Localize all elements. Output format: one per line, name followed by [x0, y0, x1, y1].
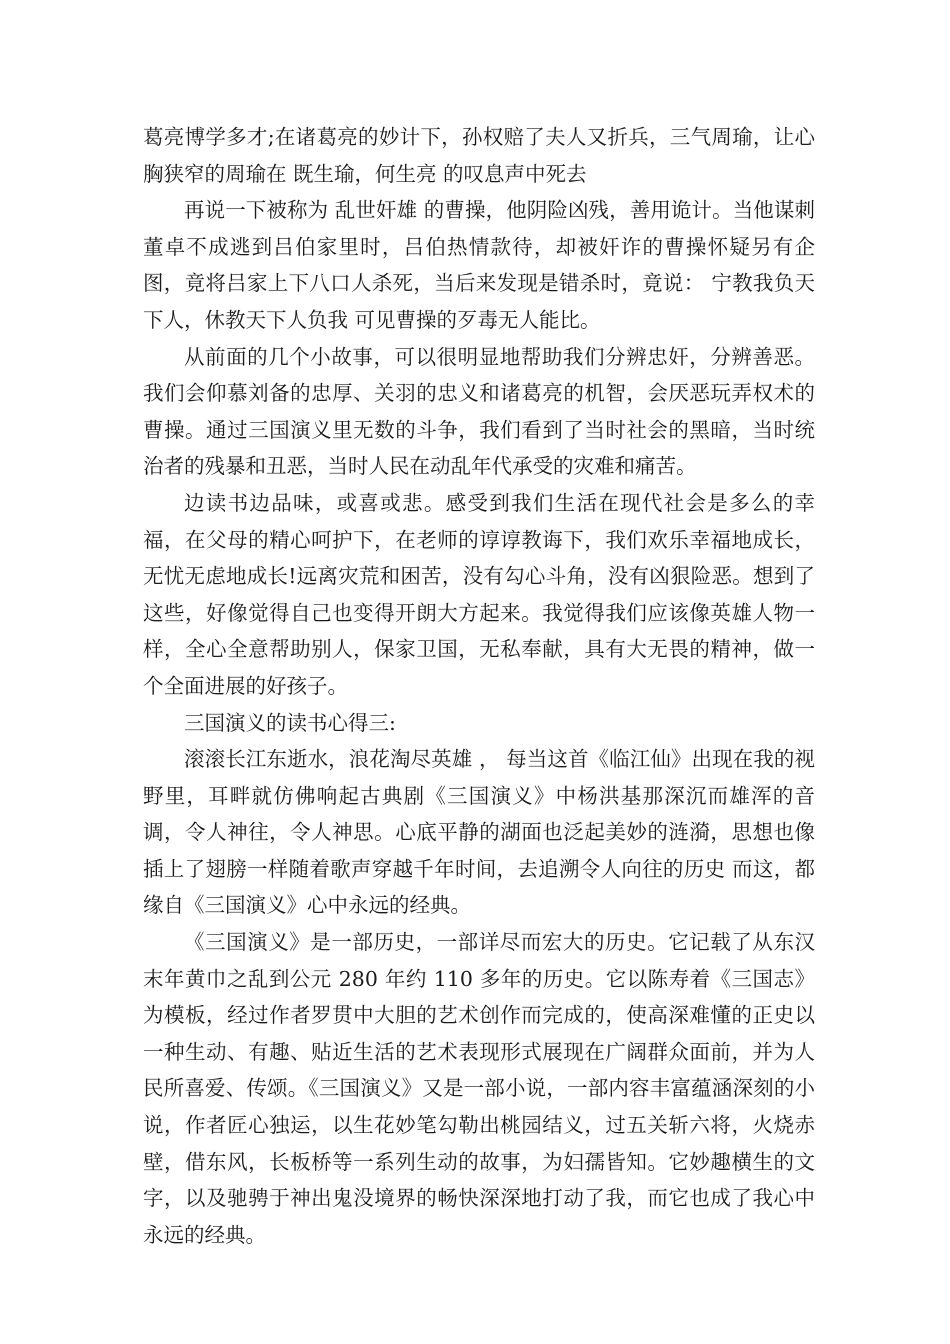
paragraph: 葛亮博学多才;在诸葛亮的妙计下，孙权赔了夫人又折兵，三气周瑜，让心胸狭窄的周瑜在 既生瑜，何生亮 的叹息声中死去	[143, 125, 815, 186]
paragraph: 从前面的几个小故事，可以很明显地帮助我们分辨忠奸，分辨善恶。我们会仰慕刘备的忠厚、关羽的忠义和诸葛亮的机智，会厌恶玩弄权术的曹操。通过三国演义里无数的斗争，我们看到了当时社会的黑暗，当时统治者的残暴和丑恶，当时人民在动乱年代承受的灾难和痛苦。	[143, 344, 815, 479]
paragraph: 《三国演义》是一部历史，一部详尽而宏大的历史。它记载了从东汉末年黄巾之乱到公元 280 年约 110 多年的历史。它以陈寿着《三国志》为模板，经过作者罗贯中大胆的艺术创作而完成的，使高深难懂的正史以一种生动、有趣、贴近生活的艺术表现形式展现在广阔群众面前，并为人民所喜爱、传颂。《三国演义》又是一部小说，一部内容丰富蕴涵深刻的小说，作者匠心独运，以生花妙笔勾勒出桃园结义，过五关斩六将，火烧赤壁，借东风，长板桥等一系列生动的故事，为妇孺皆知。它妙趣横生的文字，以及驰骋于神出鬼没境界的畅快深深地打动了我，而它也成了我心中永远的经典。	[143, 930, 815, 1247]
paragraph: 边读书边品味，或喜或悲。感受到我们生活在现代社会是多么的幸福，在父母的精心呵护下，在老师的谆谆教诲下，我们欢乐幸福地成长，无忧无虑地成长!远离灾荒和困苦，没有勾心斗角，没有凶狠险恶。想到了这些，好像觉得自己也变得开朗大方起来。我觉得我们应该像英雄人物一样，全心全意帮助别人，保家卫国，无私奉献，具有大无畏的精神，做一个全面进展的好孩子。	[143, 490, 815, 698]
paragraph: 滚滚长江东逝水，浪花淘尽英雄 ， 每当这首《临江仙》出现在我的视野里，耳畔就仿佛响起古典剧《三国演义》中杨洪基那深沉而雄浑的音调，令人神往，令人神思。心底平静的湖面也泛起美妙的涟漪，思想也像插上了翅膀一样随着歌声穿越千年时间，去追溯令人向往的历史 而这，都缘自《三国演义》心中永远的经典。	[143, 747, 815, 918]
paragraph: 再说一下被称为 乱世奸雄 的曹操，他阴险凶残，善用诡计。当他谋刺董卓不成逃到吕伯家里时，吕伯热情款待，却被奸诈的曹操怀疑另有企图，竟将吕家上下八口人杀死，当后来发现是错杀时，竟说： 宁教我负天下人，休教天下人负我 可见曹操的歹毒无人能比。	[143, 198, 815, 332]
section-heading: 三国演义的读书心得三:	[184, 710, 396, 735]
document-body	[143, 119, 815, 1253]
